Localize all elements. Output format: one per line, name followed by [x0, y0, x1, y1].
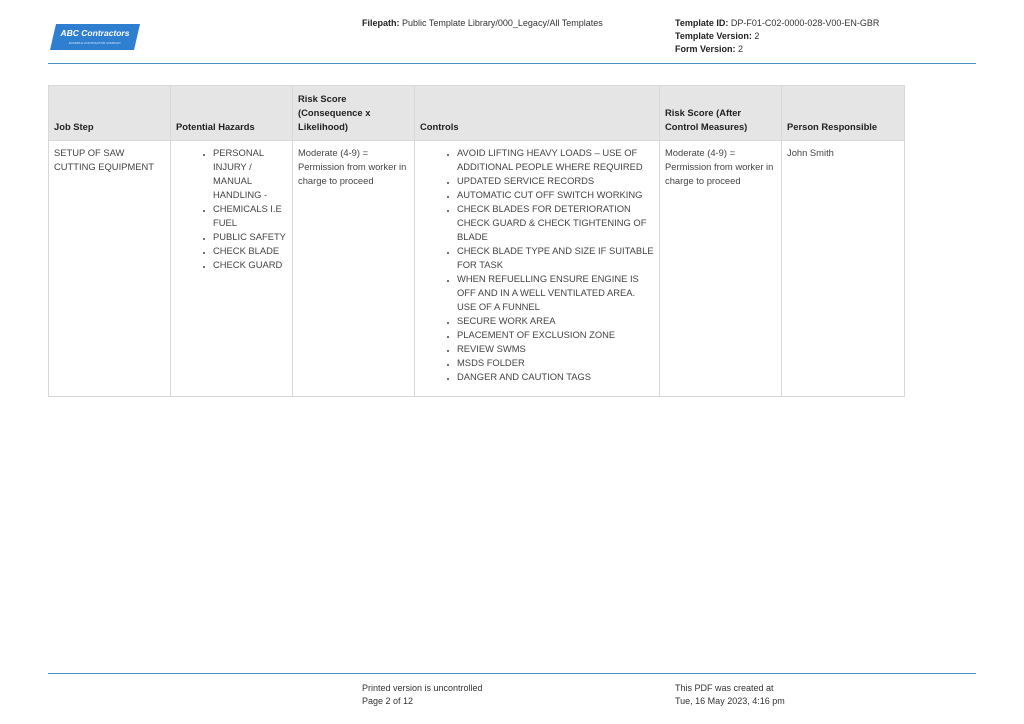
- page-number: Page 2 of 12: [362, 696, 414, 706]
- col-header-potential-hazards: Potential Hazards: [171, 86, 293, 141]
- created-label: This PDF was created at: [675, 683, 774, 693]
- logo-name: ABC Contractors: [60, 28, 130, 38]
- cell-person-responsible: John Smith: [782, 141, 905, 397]
- list-item: • REVIEW SWMS: [457, 342, 654, 356]
- form-version-label: Form Version:: [675, 44, 736, 54]
- company-logo: [50, 24, 140, 50]
- list-item: • SECURE WORK AREA: [457, 314, 654, 328]
- col-header-risk-score: Risk Score (Consequence x Likelihood): [293, 86, 415, 141]
- hazards-list: [176, 146, 287, 272]
- filepath-label: Filepath:: [362, 18, 400, 28]
- list-item: • CHECK GUARD: [213, 258, 287, 272]
- template-version-value: 2: [754, 31, 760, 41]
- list-item: • WHEN REFUELLING ENSURE ENGINE IS OFF AND IN A WELL VENTILATED AREA. USE OF A FUNNEL: [457, 272, 654, 314]
- footer-created-info: [675, 682, 785, 708]
- list-item: • AVOID LIFTING HEAVY LOADS – USE OF ADDITIONAL PEOPLE WHERE REQUIRED: [457, 146, 654, 174]
- list-item: • AUTOMATIC CUT OFF SWITCH WORKING: [457, 188, 654, 202]
- template-id-value: DP-F01-C02-0000-028-V00-EN-GBR: [730, 18, 880, 28]
- col-header-controls: Controls: [415, 86, 660, 141]
- template-id-line: [675, 17, 879, 30]
- header-divider: [48, 63, 976, 64]
- list-item: • CHEMICALS I.E FUEL: [213, 202, 287, 230]
- controls-list: [420, 146, 654, 384]
- col-header-risk-score-after: Risk Score (After Control Measures): [660, 86, 782, 141]
- col-header-person-responsible: Person Responsible: [782, 86, 905, 141]
- logo-tagline: EXAMPLE CONTRACTOR COMPANY: [69, 41, 121, 45]
- cell-job-step: SETUP OF SAW CUTTING EQUIPMENT: [49, 141, 171, 397]
- header-template-info: [675, 17, 879, 56]
- list-item: • MSDS FOLDER: [457, 356, 654, 370]
- created-date: Tue, 16 May 2023, 4:16 pm: [675, 696, 785, 706]
- filepath-value: Public Template Library/000_Legacy/All Templates: [402, 18, 603, 28]
- table-row: [49, 141, 905, 397]
- template-version-line: [675, 30, 879, 43]
- header-filepath: [362, 17, 603, 30]
- list-item: • CHECK BLADES FOR DETERIORATION CHECK GUARD & CHECK TIGHTENING OF BLADE: [457, 202, 654, 244]
- list-item: • PERSONAL INJURY / MANUAL HANDLING -: [213, 146, 287, 202]
- logo-badge: [50, 24, 140, 50]
- footer-divider: [48, 673, 976, 674]
- uncontrolled-note: Printed version is uncontrolled: [362, 683, 483, 693]
- col-header-job-step: Job Step: [49, 86, 171, 141]
- list-item: • UPDATED SERVICE RECORDS: [457, 174, 654, 188]
- template-version-label: Template Version:: [675, 31, 752, 41]
- list-item: • DANGER AND CAUTION TAGS: [457, 370, 654, 384]
- cell-controls: [415, 141, 660, 397]
- list-item: • CHECK BLADE TYPE AND SIZE IF SUITABLE FOR TASK: [457, 244, 654, 272]
- cell-potential-hazards: [171, 141, 293, 397]
- table-header-row: [49, 86, 905, 141]
- form-version-line: [675, 43, 879, 56]
- cell-risk-score-after: Moderate (4-9) = Permission from worker in charge to proceed: [660, 141, 782, 397]
- cell-risk-score: Moderate (4-9) = Permission from worker in charge to proceed: [293, 141, 415, 397]
- template-id-label: Template ID:: [675, 18, 729, 28]
- footer-page-info: [362, 682, 483, 708]
- risk-assessment-table: [48, 85, 905, 397]
- list-item: • PLACEMENT OF EXCLUSION ZONE: [457, 328, 654, 342]
- list-item: • CHECK BLADE: [213, 244, 287, 258]
- form-version-value: 2: [738, 44, 744, 54]
- list-item: • PUBLIC SAFETY: [213, 230, 287, 244]
